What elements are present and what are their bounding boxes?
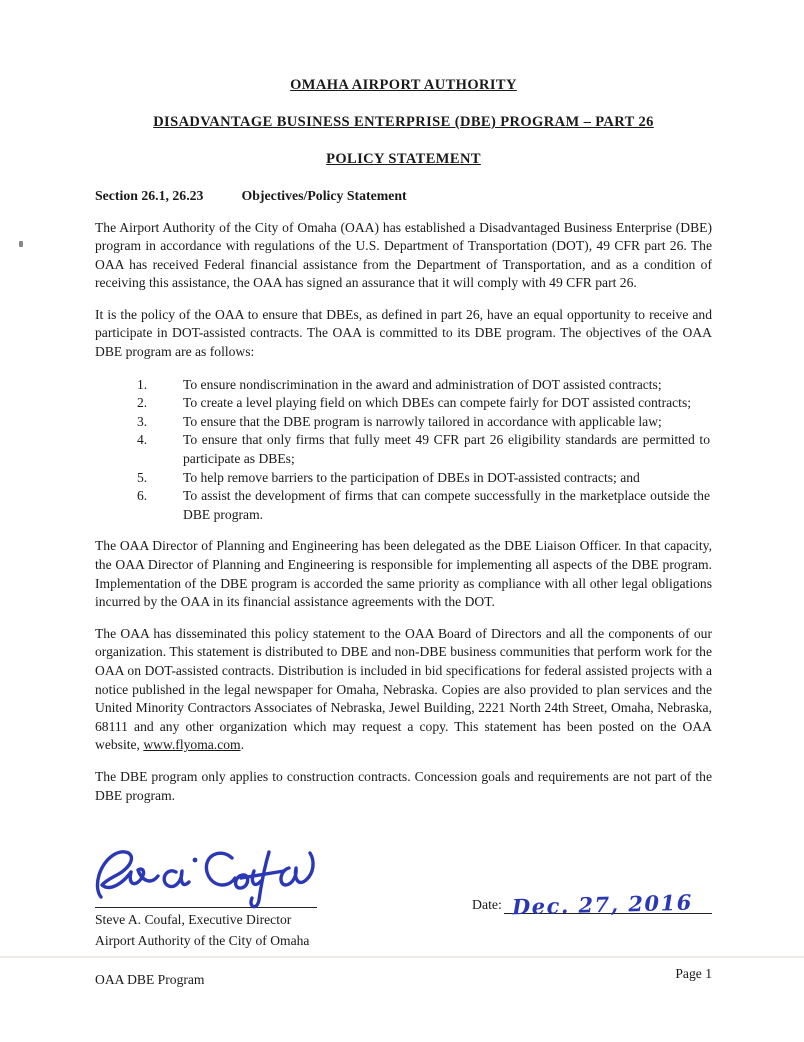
list-item	[137, 431, 712, 468]
list-item-text: To ensure that only firms that fully meet 49 CFR part 26 eligibility standards are permitted to participate as DBEs;	[183, 432, 710, 467]
signer-org-line: Airport Authority of the City of Omaha	[95, 933, 310, 949]
signature-line	[95, 849, 317, 908]
paragraph-policy: It is the policy of the OAA to ensure that DBEs, as defined in part 26, have an equal opportunity to receive and participate in DOT-assisted contracts. The OAA is committed to its DBE program. The objectives of the OAA DBE program are as follows:	[95, 306, 712, 360]
doc-title-program: DISADVANTAGE BUSINESS ENTERPRISE (DBE) PROGRAM – PART 26	[153, 114, 654, 130]
list-item-text: To ensure that the DBE program is narrowly tailored in accordance with applicable law;	[183, 413, 662, 429]
doc-title-authority: OMAHA AIRPORT AUTHORITY	[290, 77, 517, 93]
list-item-number: 3.	[137, 413, 148, 429]
footer-page-number: Page 1	[675, 966, 712, 981]
paragraph-scope: The DBE program only applies to construction contracts. Concession goals and requirements are not part of the DBE program.	[95, 768, 712, 803]
paragraph-established: The Airport Authority of the City of Omaha (OAA) has established a Disadvantaged Business Enterprise (DBE) program in accordance with regulations of the U.S. Department of Transportation (DOT), 49 CFR part 26. The OAA has received Federal financial assistance from the Department of Transportation, and as a condition of receiving this assistance, the OAA has signed an assurance that it will comply with 49 CFR part 26.	[95, 219, 712, 291]
objectives-list	[137, 376, 712, 525]
signature-block	[95, 849, 712, 950]
handwritten-date: Dec. 27, 2016	[511, 889, 693, 920]
list-item-number: 6.	[137, 488, 148, 504]
list-item-number: 5.	[137, 469, 148, 485]
date-field	[472, 883, 712, 920]
page-footer	[95, 966, 712, 988]
handwritten-signature	[91, 845, 326, 919]
paragraph-dissemination	[95, 625, 712, 755]
list-item-text: To assist the development of firms that can compete successfully in the marketplace outside the DBE program.	[183, 488, 710, 522]
section-title: Objectives/Policy Statement	[241, 188, 407, 203]
list-item	[137, 487, 712, 524]
list-item-number: 4.	[137, 432, 148, 448]
list-item	[137, 376, 712, 395]
section-heading	[95, 187, 712, 206]
paragraph-dissemination-period: .	[240, 737, 245, 753]
list-item	[137, 394, 712, 413]
section-number: Section 26.1, 26.23	[95, 188, 204, 203]
paragraph-dissemination-text: The OAA has disseminated this policy statement to the OAA Board of Directors and all the components of our organization. This statement is distributed to DBE and non-DBE business communities that perform work for the OAA on DOT-assisted contracts. Distribution is included in bid specifications for federal assisted projects with a notice published in the legal newspaper for Omaha, Nebraska. Copies are also provided to plan services and the United Minority Contractors Associates of Nebraska, Jewel Building, 2221 North 24th Street, Omaha, Nebraska, 68111 and any other organization which may request a copy. This statement has been posted on the OAA website,	[95, 625, 712, 753]
signer-name-line: Steve A. Coufal, Executive Director	[95, 912, 292, 928]
website-link-text: www.flyoma.com	[143, 737, 241, 753]
list-item-text: To ensure nondiscrimination in the award and administration of DOT assisted contracts;	[183, 376, 662, 392]
footer-document-name: OAA DBE Program	[95, 972, 205, 987]
signature-left-column	[95, 849, 415, 950]
doc-title-policy: POLICY STATEMENT	[326, 151, 481, 167]
scan-artifact-line	[0, 956, 804, 958]
date-label: Date:	[472, 897, 502, 913]
list-item-number: 1.	[137, 376, 148, 392]
list-item-text: To help remove barriers to the participation of DBEs in DOT-assisted contracts; and	[183, 469, 640, 485]
list-item-text: To create a level playing field on which DBEs can compete fairly for DOT assisted contracts;	[183, 395, 692, 411]
list-item	[137, 469, 712, 488]
paragraph-liaison: The OAA Director of Planning and Engineering has been delegated as the DBE Liaison Officer. In that capacity, the OAA Director of Planning and Engineering is responsible for implementing all aspects of the DBE program. Implementation of the DBE program is accorded the same priority as compliance with all other legal obligations incurred by the OAA in its financial assistance agreements with the DOT.	[95, 538, 712, 610]
date-line	[504, 883, 712, 920]
list-item-number: 2.	[137, 395, 148, 411]
list-item	[137, 413, 712, 432]
scan-speck	[19, 241, 23, 247]
